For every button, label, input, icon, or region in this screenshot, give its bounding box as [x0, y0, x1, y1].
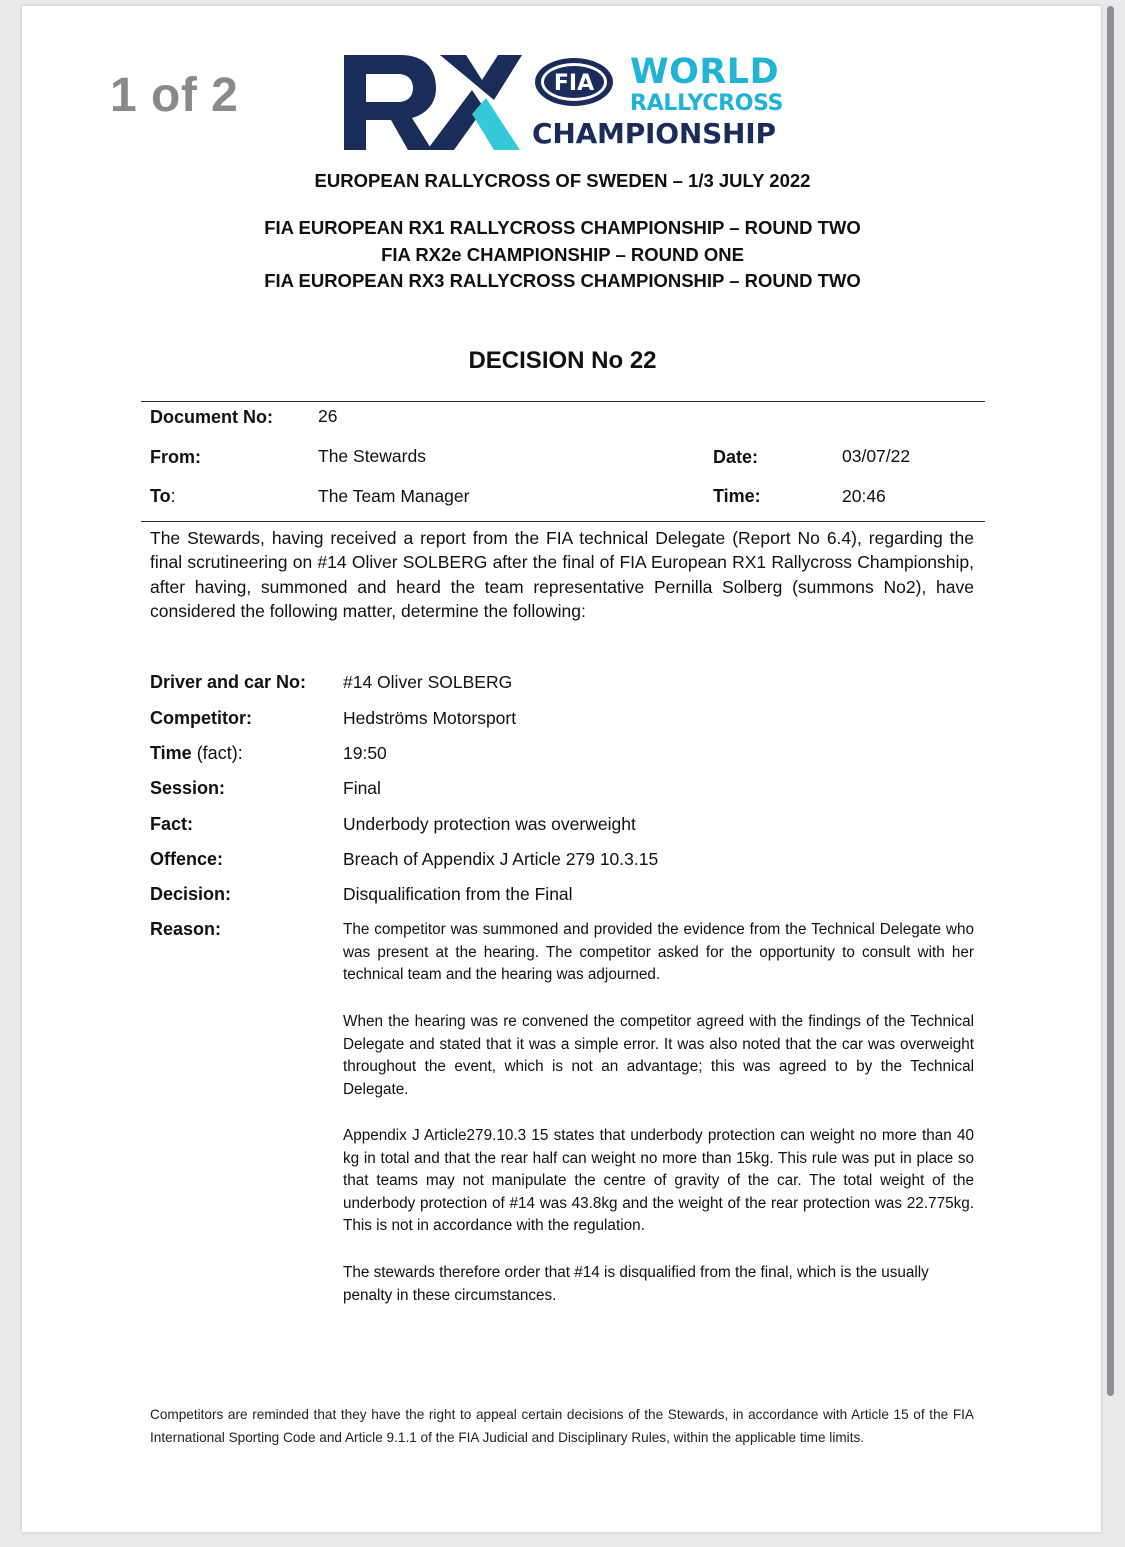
championship-line-1: FIA EUROPEAN RX1 RALLYCROSS CHAMPIONSHIP – ROUND TWO	[264, 217, 861, 238]
reason-label: Reason:	[150, 919, 222, 939]
session-label: Session:	[150, 778, 226, 798]
document-no-label: Document No:	[150, 407, 273, 427]
time-label: Time:	[713, 486, 761, 506]
decision-label: Decision:	[150, 884, 232, 904]
fia-text: FIA	[553, 71, 595, 96]
reason-paragraph-3: Appendix J Article279.10.3 15 states that underbody protection can weight no more than 40 kg in total and that the rear half can weight no more than 15kg. This rule was put in place so that teams may not manipulate the centre of gravity of the car. The total weight of the underbody protection of #14 was 43.8kg and the weight of the rear protection was 22.775kg. This is not in accordance with the regulation.	[343, 1127, 974, 1234]
reason-paragraph-2: When the hearing was re convened the competitor agreed with the findings of the Technical Delegate and stated that it was a simple error. It was also noted that the car was overweight throughout the event, which is not an advantage; this was agreed to by the Technical Delegate.	[343, 1013, 974, 1098]
appeal-notice: Competitors are reminded that they have the right to appeal certain decisions of the Stewards, in accordance with Article 15 of the FIA International Sporting Code and Article 9.1.1 of the FIA Judicial and Disciplinary Rules, within the applicable time limits.	[150, 1407, 974, 1445]
decision-value: Disqualification from the Final	[343, 884, 573, 904]
header-bottom-rule	[141, 521, 985, 522]
championship-line-3: FIA EUROPEAN RX3 RALLYCROSS CHAMPIONSHIP – ROUND TWO	[264, 270, 861, 291]
fact-value: Underbody protection was overweight	[343, 814, 636, 834]
driver-value: #14 Oliver SOLBERG	[343, 672, 513, 692]
page-indicator: 1 of 2	[110, 69, 239, 122]
time-fact-label-suffix: (fact):	[191, 743, 243, 763]
event-title: EUROPEAN RALLYCROSS OF SWEDEN – 1/3 JULY 2022	[314, 170, 811, 191]
competitor-label: Competitor:	[150, 708, 252, 728]
time-value: 20:46	[842, 486, 886, 506]
date-label: Date:	[713, 447, 759, 467]
fact-label: Fact:	[150, 814, 194, 834]
competitor-value: Hedströms Motorsport	[343, 708, 517, 728]
rx-logo	[322, 50, 522, 160]
time-fact-label	[150, 743, 243, 764]
logo-world-text: WORLD	[630, 52, 780, 92]
intro-paragraph: The Stewards, having received a report from the FIA technical Delegate (Report No 6.4), regarding the final scrutineering on #14 Oliver SOLBERG after the final of FIA European RX1 Rallycross Championship, after having, summoned and heard the team representative Pernilla Solberg (summons No2), have considered the following matter, determine the following:	[150, 528, 974, 621]
reason-paragraph-4: The stewards therefore order that #14 is disqualified from the final, which is the usually penalty in these circumstances.	[343, 1264, 929, 1304]
logo-rallycross-text: RALLYCROSS	[630, 91, 784, 116]
reason-paragraph-1: The competitor was summoned and provided the evidence from the Technical Delegate who was present at the hearing. The competitor asked for the opportunity to consult with her technical team and the hearing was adjourned.	[343, 921, 974, 983]
championship-line-2: FIA RX2e CHAMPIONSHIP – ROUND ONE	[381, 244, 744, 265]
to-label: To:	[150, 486, 176, 506]
decision-title: DECISION No 22	[468, 347, 657, 374]
session-value: Final	[343, 778, 381, 798]
date-value: 03/07/22	[842, 446, 911, 466]
scrollbar[interactable]	[1107, 6, 1114, 1396]
from-label: From:	[150, 447, 201, 467]
document-no-value: 26	[318, 406, 338, 426]
driver-label: Driver and car No:	[150, 672, 307, 692]
logo-championship-text: CHAMPIONSHIP	[532, 117, 776, 150]
header-top-rule	[141, 401, 985, 402]
fia-emblem	[533, 56, 615, 108]
offence-value: Breach of Appendix J Article 279 10.3.15	[343, 849, 659, 869]
offence-label: Offence:	[150, 849, 224, 869]
to-value: The Team Manager	[318, 486, 470, 506]
time-fact-label-main: Time	[150, 743, 192, 763]
time-fact-value: 19:50	[343, 743, 387, 763]
from-value: The Stewards	[318, 446, 426, 466]
